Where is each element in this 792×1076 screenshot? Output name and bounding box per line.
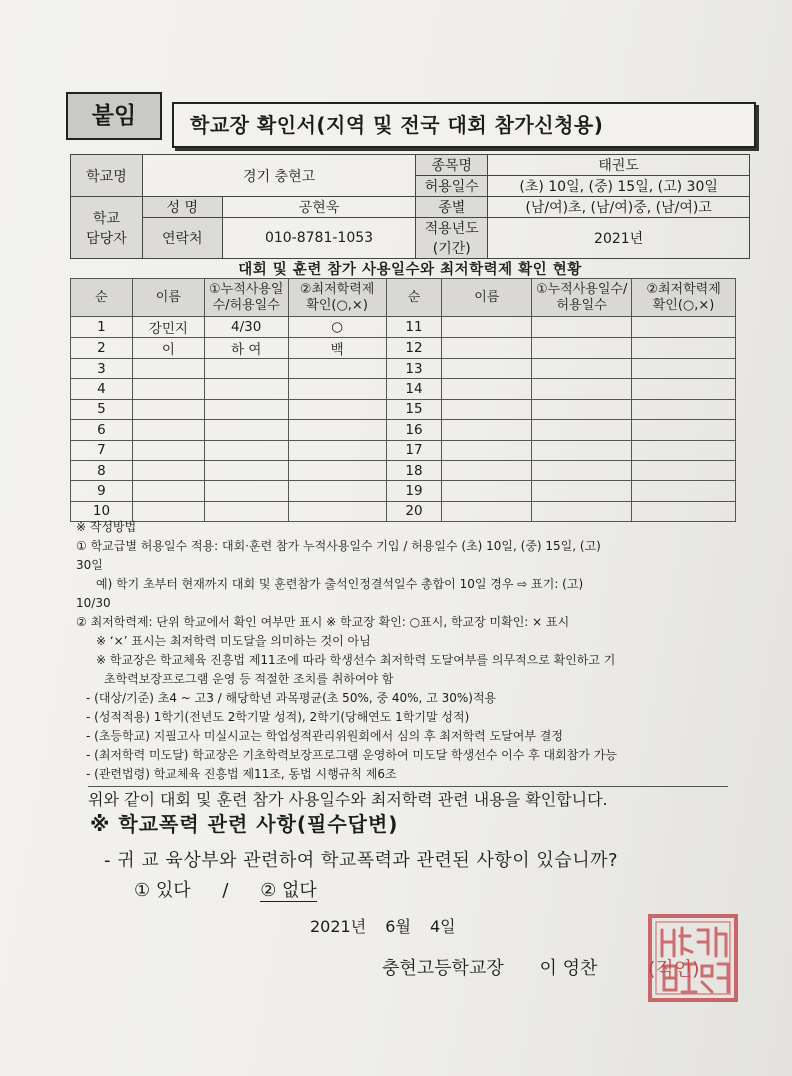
option-separator: / <box>222 880 229 901</box>
row-name-left <box>132 420 204 440</box>
signer-name: 이 영찬 <box>539 958 598 979</box>
row-seq-right: 17 <box>386 440 442 460</box>
row-used-left <box>204 379 288 399</box>
row-seq-right: 13 <box>386 359 442 379</box>
year-value: 2021년 <box>488 218 750 259</box>
table-row <box>71 399 736 419</box>
row-academic-left <box>288 440 386 460</box>
row-academic-right <box>632 440 736 460</box>
school-violence-heading: ※ 학교폭력 관련 사항(필수답변) <box>90 812 399 836</box>
table-header-row <box>71 279 736 317</box>
row-used-left <box>204 420 288 440</box>
row-seq-right: 11 <box>386 317 442 338</box>
row-name-left <box>132 359 204 379</box>
note-line: ※ ‘×’ 표시는 최저학력 미도달을 의미하는 것이 아님 <box>96 634 371 648</box>
row-name-right <box>442 338 532 359</box>
header-academic-1 <box>288 279 386 317</box>
row-seq-left: 4 <box>71 379 133 399</box>
participation-table <box>70 278 736 522</box>
row-used-left <box>204 440 288 460</box>
row-academic-left <box>288 399 386 419</box>
row-name-right <box>442 460 532 480</box>
name-value: 공현욱 <box>222 197 416 218</box>
table-row <box>71 359 736 379</box>
row-seq-left: 3 <box>71 359 133 379</box>
header-seq-2: 순 <box>386 279 442 317</box>
row-seq-left: 7 <box>71 440 133 460</box>
allowed-days-label: 허용일수 <box>416 176 488 197</box>
header-used-1-line2: 수/허용일수 <box>212 297 280 313</box>
row-academic-right <box>632 460 736 480</box>
row-used-right <box>532 317 632 338</box>
note-line: - (대상/기준) 초4 ~ 고3 / 해당학년 과목평균(초 50%, 중 40%, 고 30%)적용 <box>86 691 497 705</box>
note-line: - (성적적용) 1학기(전년도 2학기말 성적), 2학기(당해연도 1학기말 성적) <box>86 710 470 724</box>
table-row <box>71 420 736 440</box>
row-used-right <box>532 338 632 359</box>
row-used-right <box>532 481 632 501</box>
row-used-left: 하 여 <box>204 338 288 359</box>
manager-label-line2: 담당자 <box>86 230 127 247</box>
note-line: - (초등학교) 지필고사 미실시교는 학업성적관리위원회에서 심의 후 최저학력 도달여부 결정 <box>86 729 563 743</box>
row-seq-right: 12 <box>386 338 442 359</box>
row-seq-left: 10 <box>71 501 133 521</box>
confirmation-statement: 위와 같이 대회 및 훈련 참가 사용일수와 최저학력 관련 내용을 확인합니다. <box>88 786 728 810</box>
manager-label <box>71 197 143 259</box>
row-used-right <box>532 460 632 480</box>
row-used-right <box>532 399 632 419</box>
row-seq-right: 14 <box>386 379 442 399</box>
row-name-left <box>132 399 204 419</box>
row-seq-right: 15 <box>386 399 442 419</box>
note-line: - (관련법령) 학교체육 진흥법 제11조, 동법 시행규칙 제6조 <box>86 767 397 781</box>
table-row <box>71 338 736 359</box>
issue-date: 2021년 6월 4일 <box>310 917 456 936</box>
table-row <box>71 440 736 460</box>
row-academic-right <box>632 399 736 419</box>
row-name-left <box>132 440 204 460</box>
table-caption: 대회 및 훈련 참가 사용일수와 최저학력제 확인 현황 <box>238 262 582 278</box>
row-academic-left: 백 <box>288 338 386 359</box>
school-value: 경기 충현고 <box>142 155 415 197</box>
row-used-left: 4/30 <box>204 317 288 338</box>
row-used-left <box>204 359 288 379</box>
row-name-right <box>442 317 532 338</box>
row-used-right <box>532 379 632 399</box>
event-value: 태권도 <box>488 155 750 176</box>
row-name-right <box>442 359 532 379</box>
school-info-table <box>70 154 750 259</box>
note-line: 10/30 <box>76 596 111 610</box>
table-row <box>71 317 736 338</box>
allowed-days-value: (초) 10일, (중) 15일, (고) 30일 <box>488 176 750 197</box>
table-row <box>71 481 736 501</box>
row-seq-right: 18 <box>386 460 442 480</box>
notes-heading: ※ 작성방법 <box>76 520 137 534</box>
header-academic-2-line2: 확인(○,×) <box>652 297 715 313</box>
school-violence-question: - 귀 교 육상부와 관련하여 학교폭력과 관련된 사항이 있습니까? <box>104 850 619 871</box>
row-academic-left <box>288 460 386 480</box>
note-line: 30일 <box>76 558 103 572</box>
contact-label: 연락처 <box>142 218 222 259</box>
note-line: - (최저학력 미도달) 학교장은 기초학력보장프로그램 운영하여 미도달 학생선수 이수 후 대회참가 가능 <box>86 748 617 762</box>
header-seq-1: 순 <box>71 279 133 317</box>
header-used-2-line1: ①누적사용일수/ <box>535 281 628 297</box>
row-name-left <box>132 460 204 480</box>
note-line: ② 최저학력제: 단위 학교에서 확인 여부만 표시 ※ 학교장 확인: ○표시, 학교장 미확인: × 표시 <box>76 615 570 629</box>
header-name-1: 이름 <box>132 279 204 317</box>
row-name-left: 강민지 <box>132 317 204 338</box>
row-name-right <box>442 379 532 399</box>
contact-value: 010-8781-1053 <box>222 218 416 259</box>
row-academic-right <box>632 379 736 399</box>
option-no-selected: ② 없다 <box>260 880 317 901</box>
row-academic-right <box>632 420 736 440</box>
row-used-right <box>532 359 632 379</box>
header-academic-2 <box>632 279 736 317</box>
row-used-right <box>532 440 632 460</box>
type-label: 종별 <box>416 197 488 218</box>
header-academic-1-line2: 확인(○,×) <box>306 297 368 313</box>
row-used-left <box>204 481 288 501</box>
row-academic-right <box>632 338 736 359</box>
event-label: 종목명 <box>416 155 488 176</box>
year-label <box>416 218 488 259</box>
header-used-1-line1: ①누적사용일 <box>208 281 284 297</box>
signer <box>382 954 597 980</box>
header-academic-1-line1: ②최저학력제 <box>299 281 375 297</box>
row-seq-left: 6 <box>71 420 133 440</box>
signer-org: 충현고등학교장 <box>382 958 504 979</box>
row-academic-left <box>288 481 386 501</box>
header-used-2-line2: 허용일수 <box>556 297 607 313</box>
row-used-right <box>532 420 632 440</box>
row-name-left <box>132 481 204 501</box>
row-used-left <box>204 460 288 480</box>
row-seq-right: 19 <box>386 481 442 501</box>
note-line: 초학력보장프로그램 운영 등 적절한 조치를 취하여야 함 <box>104 672 394 686</box>
row-academic-right <box>632 317 736 338</box>
header-used-2 <box>532 279 632 317</box>
row-academic-left: ○ <box>288 317 386 338</box>
attachment-tag: 붙임 <box>66 92 162 140</box>
row-name-right <box>442 420 532 440</box>
answer-options <box>134 876 317 902</box>
row-academic-left <box>288 379 386 399</box>
document-title: 학교장 확인서(지역 및 전국 대회 참가신청용) <box>172 102 756 148</box>
note-line: ※ 학교장은 학교체육 진흥법 제11조에 따라 학생선수 최저학력 도달여부를 의무적으로 확인하고 기 <box>96 653 616 667</box>
header-name-2: 이름 <box>442 279 532 317</box>
name-label: 성 명 <box>142 197 222 218</box>
year-label-line1: 적용년도 <box>424 221 479 237</box>
row-used-left <box>204 399 288 419</box>
row-seq-left: 8 <box>71 460 133 480</box>
school-label: 학교명 <box>71 155 143 197</box>
row-name-right <box>442 399 532 419</box>
year-label-line2: (기간) <box>432 241 471 257</box>
row-academic-right <box>632 359 736 379</box>
seal-label: (직인) <box>648 958 700 980</box>
row-name-right <box>442 440 532 460</box>
row-name-left <box>132 379 204 399</box>
row-seq-left: 5 <box>71 399 133 419</box>
row-seq-left: 9 <box>71 481 133 501</box>
table-row <box>71 460 736 480</box>
row-seq-right: 20 <box>386 501 442 521</box>
table-row <box>71 379 736 399</box>
row-seq-left: 2 <box>71 338 133 359</box>
note-line: 예) 학기 초부터 현재까지 대회 및 훈련참가 출석인정결석일수 총합이 10일 경우 ⇨ 표기: (고) <box>96 577 584 591</box>
option-yes: ① 있다 <box>134 880 191 901</box>
note-line: ① 학교급별 허용일수 적용: 대회·훈련 참가 누적사용일수 기입 / 허용일수 (초) 10일, (중) 15일, (고) <box>76 539 601 553</box>
header-used-1 <box>204 279 288 317</box>
row-academic-left <box>288 359 386 379</box>
type-value: (남/여)초, (남/여)중, (남/여)고 <box>488 197 750 218</box>
row-academic-left <box>288 420 386 440</box>
row-academic-right <box>632 481 736 501</box>
header-academic-2-line1: ②최저학력제 <box>646 281 721 297</box>
row-name-right <box>442 481 532 501</box>
row-seq-left: 1 <box>71 317 133 338</box>
instructions <box>76 518 736 784</box>
row-seq-right: 16 <box>386 420 442 440</box>
row-name-left: 이 <box>132 338 204 359</box>
manager-label-line1: 학교 <box>92 210 120 227</box>
